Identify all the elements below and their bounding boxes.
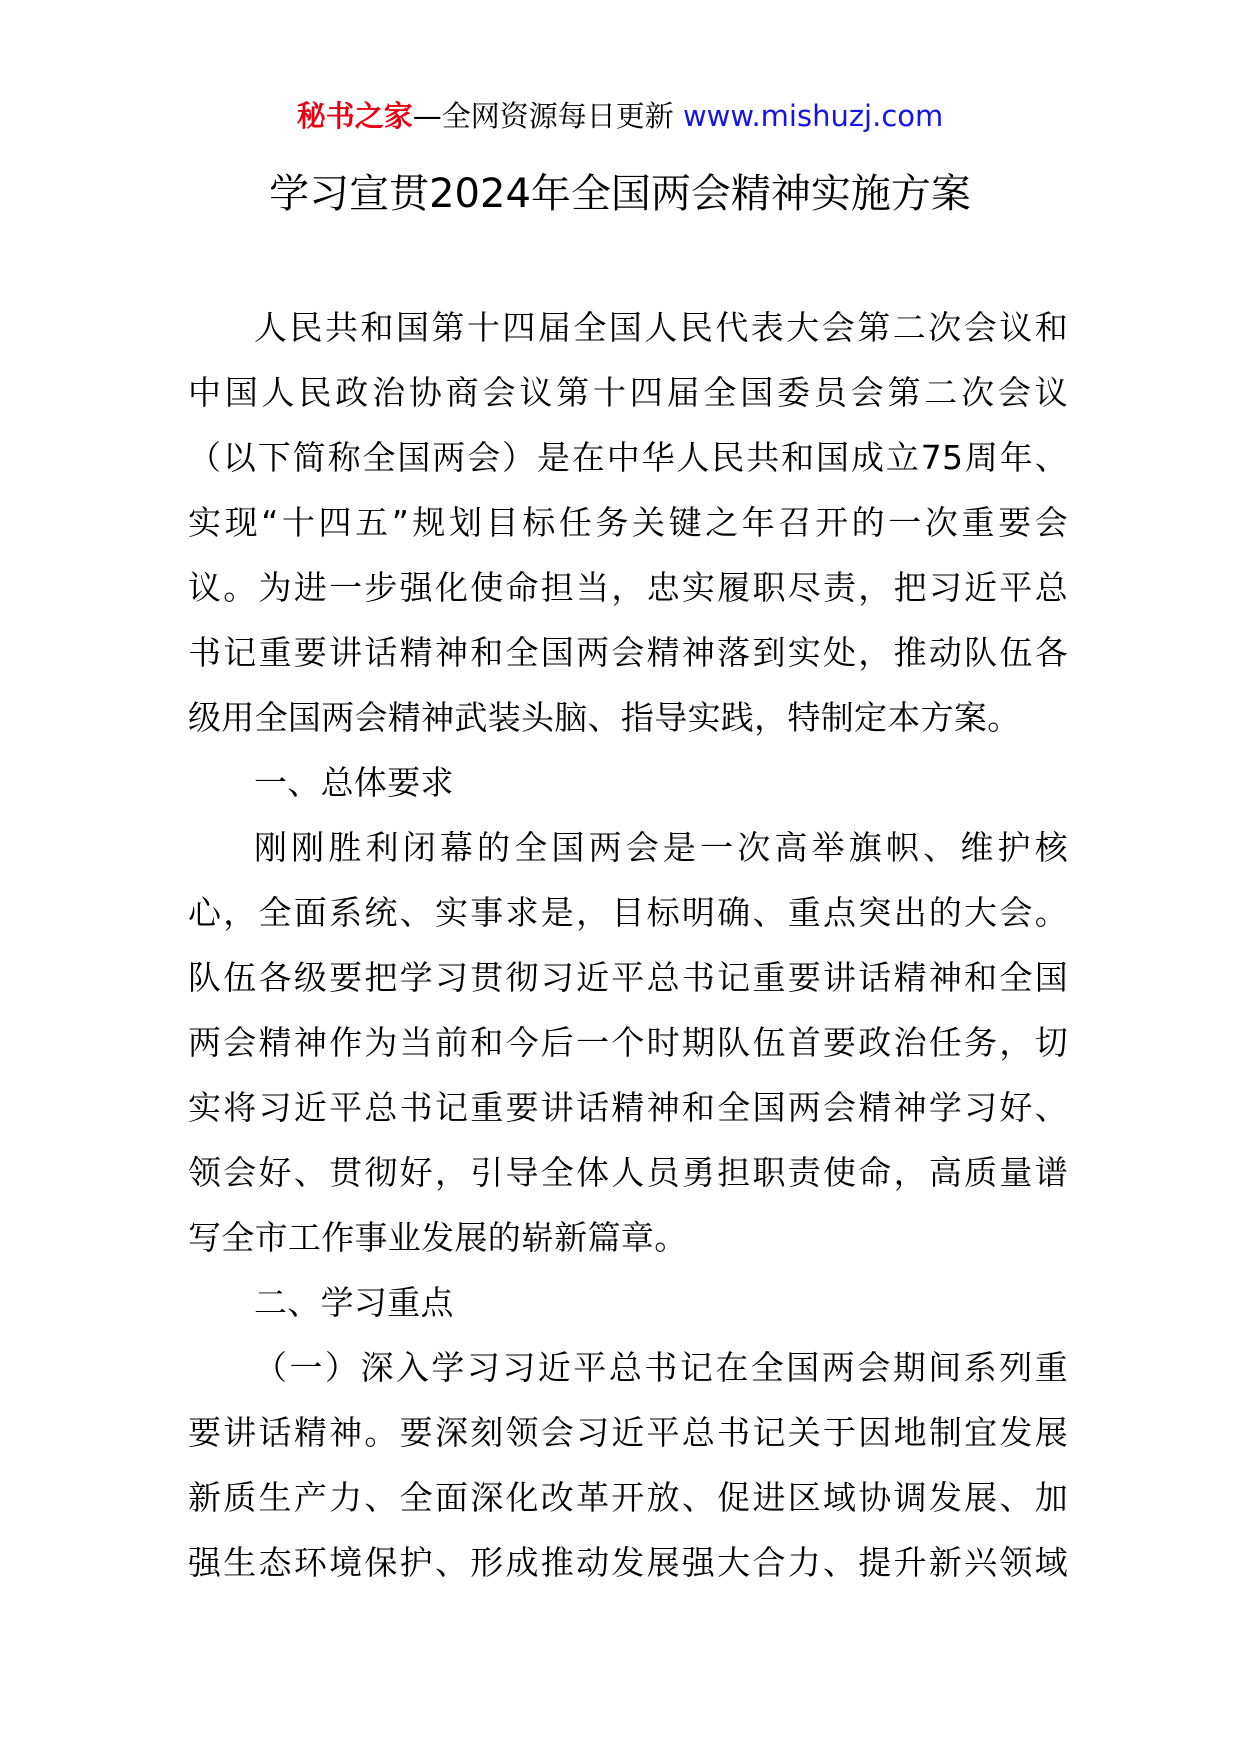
paragraph-line: （以下简称全国两会）是在中华人民共和国成立75周年、 — [188, 438, 1068, 477]
document-title: 学习宣贯2024年全国两会精神实施方案 — [269, 171, 971, 217]
paragraph-line: 领会好、贯彻好，引导全体人员勇担职责使命，高质量谱 — [188, 1153, 1068, 1192]
site-brand: 秘书之家 — [296, 99, 413, 133]
paragraph-line: 要讲话精神。要深刻领会习近平总书记关于因地制宜发展 — [188, 1413, 1068, 1452]
paragraph-line: 两会精神作为当前和今后一个时期队伍首要政治任务，切 — [188, 1023, 1068, 1062]
document-body — [188, 295, 1068, 1595]
paragraph-line: 实现“十四五”规划目标任务关键之年召开的一次重要会 — [188, 503, 1068, 542]
site-url-link[interactable]: www.mishuzj.com — [682, 99, 944, 133]
paragraph-line: 中国人民政治协商会议第十四届全国委员会第二次会议 — [188, 373, 1068, 412]
section-heading: 二、学习重点 — [254, 1283, 454, 1322]
section-heading: 一、总体要求 — [254, 763, 454, 802]
paragraph-line: 书记重要讲话精神和全国两会精神落到实处，推动队伍各 — [188, 633, 1068, 672]
paragraph-line: （一）深入学习习近平总书记在全国两会期间系列重 — [254, 1348, 1068, 1387]
paragraph-line: 新质生产力、全面深化改革开放、促进区域协调发展、加 — [188, 1478, 1068, 1517]
site-tagline: —全网资源每日更新 — [412, 99, 674, 133]
paragraph-line: 心，全面系统、实事求是，目标明确、重点突出的大会。 — [188, 893, 1068, 932]
paragraph-line: 人民共和国第十四届全国人民代表大会第二次会议和 — [254, 308, 1068, 347]
paragraph-line: 强生态环境保护、形成推动发展强大合力、提升新兴领域 — [188, 1543, 1068, 1582]
paragraph-line: 写全市工作事业发展的崭新篇章。 — [188, 1218, 688, 1257]
paragraph-line: 刚刚胜利闭幕的全国两会是一次高举旗帜、维护核 — [254, 828, 1068, 867]
paragraph-line: 议。为进一步强化使命担当，忠实履职尽责，把习近平总 — [188, 568, 1068, 607]
paragraph-line: 队伍各级要把学习贯彻习近平总书记重要讲话精神和全国 — [188, 958, 1068, 997]
site-header — [0, 96, 1240, 136]
paragraph-line: 级用全国两会精神武装头脑、指导实践，特制定本方案。 — [188, 698, 1021, 737]
paragraph-line: 实将习近平总书记重要讲话精神和全国两会精神学习好、 — [188, 1088, 1068, 1127]
